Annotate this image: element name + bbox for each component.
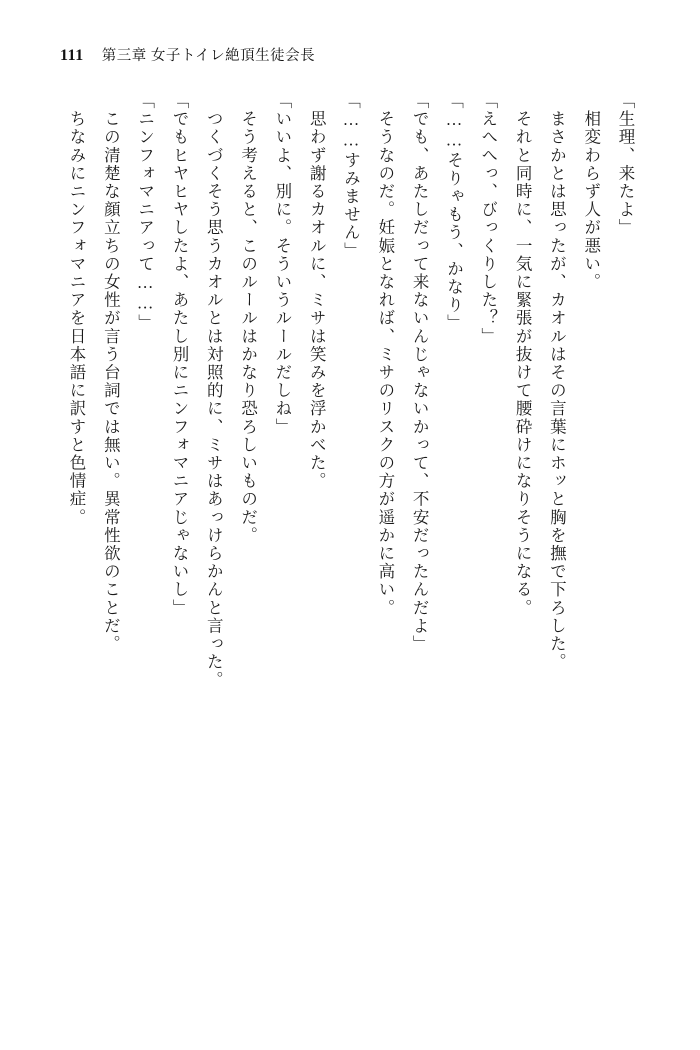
paragraph: 「でも、あたしだって来ないんじゃないかって、不安だったんだよ」 [410,92,430,654]
paragraph: この清楚な顔立ちの女性が言う台詞では無い。異常性欲のことだ。 [101,92,121,654]
running-head [60,44,315,65]
paragraph: 「……すみません」 [341,92,361,260]
paragraph: まさかとは思ったが、カオルはその言葉にホッと胸を撫で下ろした。 [547,92,567,672]
page-number: 111 [60,47,84,64]
paragraph: そうなのだ。妊娠となれば、ミサのリスクの方が遥かに高い。 [375,92,395,617]
paragraph: 「いいよ、別に。そういうルールだしね」 [272,92,292,436]
body-text [67,92,642,992]
paragraph: 「ニンフォマニアって……」 [135,92,155,333]
paragraph: 相変わらず人が悪い。 [581,92,601,292]
paragraph: 「えへへっ、びっくりした？」 [478,92,498,346]
paragraph: 「……そりゃもう、かなり」 [444,92,464,333]
paragraph: つくづくそう思うカオルとは対照的に、ミサはあっけらかんと言った。 [204,92,224,690]
chapter-title: 第三章 女子トイレ絶頂生徒会長 [101,48,316,64]
paragraph: ちなみにニンフォマニアを日本語に訳すと色情症。 [67,92,86,527]
paragraph: 思わず謝るカオルに、ミサは笑みを浮かべた。 [307,92,327,491]
paragraph: それと同時に、一気に緊張が抜けて腰砕けになりそうになる。 [513,92,533,617]
paragraph: そう考えると、このルールはかなり恐ろしいものだ。 [238,92,258,545]
paragraph: 「生理、来たよ」 [616,92,635,237]
paragraph: 「でもヒヤヒヤしたよ、あたし別にニンフォマニアじゃないし」 [169,92,189,617]
